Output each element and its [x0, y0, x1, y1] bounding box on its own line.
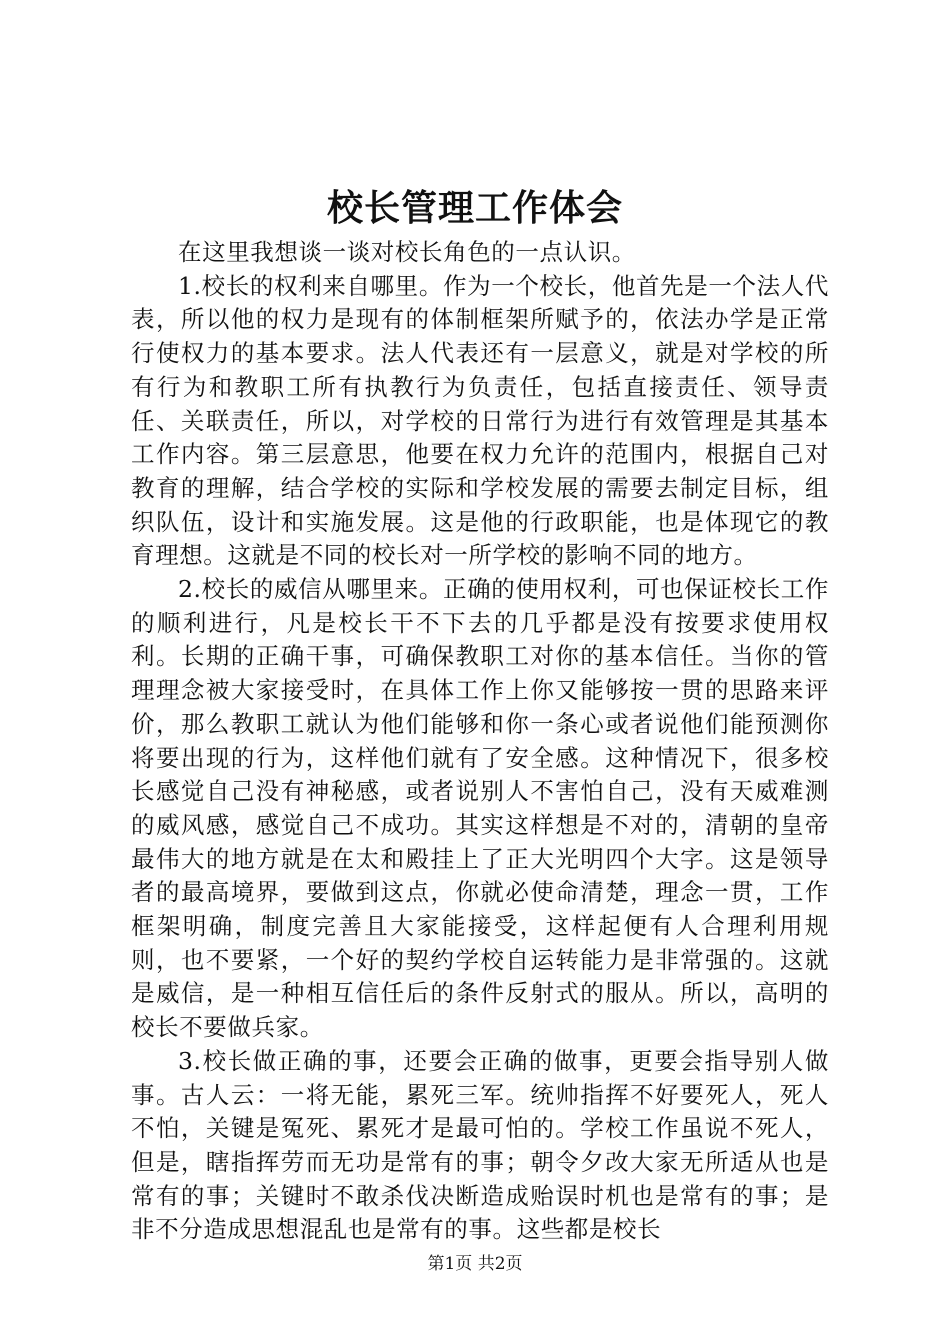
paragraph-2: 2.校长的威信从哪里来。正确的使用权利，可也保证校长工作的顺利进行，凡是校长干不下去的几乎都是没有按要求使用权利。长期的正确干事，可确保教职工对你的基本信任。当你的管理理念被大家接受时，在具体工作上你又能够按一贯的思路来评价，那么教职工就认为他们能够和你一条心或者说他们能预测你将要出现的行为，这样他们就有了安全感。这种情况下，很多校长感觉自己没有神秘感，或者说别人不害怕自己，没有天威难测的威风感，感觉自己不成功。其实这样想是不对的，清朝的皇帝最伟大的地方就是在太和殿挂上了正大光明四个大字。这是领导者的最高境界，要做到这点，你就必使命清楚，理念一贯，工作框架明确，制度完善且大家能接受，这样起便有人合理利用规则，也不要紧，一个好的契约学校自运转能力是非常强的。这就是威信，是一种相互信任后的条件反射式的服从。所以，高明的校长不要做兵家。: [131, 575, 829, 1042]
document-title: 校长管理工作体会: [326, 187, 623, 229]
paragraph-1: 1.校长的权利来自哪里。作为一个校长，他首先是一个法人代表，所以他的权力是现有的体制框架所赋予的，依法办学是正常行使权力的基本要求。法人代表还有一层意义，就是对学校的所有行为和教职工所有执教行为负责任，包括直接责任、领导责任、关联责任，所以，对学校的日常行为进行有效管理是其基本工作内容。第三层意思，他要在权力允许的范围内，根据自己对教育的理解，结合学校的实际和学校发展的需要去制定目标，组织队伍，设计和实施发展。这是他的行政职能，也是体现它的教育理想。这就是不同的校长对一所学校的影响不同的地方。: [131, 271, 829, 570]
paragraph-3: 3.校长做正确的事，还要会正确的做事，更要会指导别人做事。古人云：一将无能，累死三军。统帅指挥不好要死人，死人不怕，关键是冤死、累死才是最可怕的。学校工作虽说不死人，但是，瞎指挥劳而无功是常有的事；朝令夕改大家无所适从也是常有的事；关键时不敢杀伐决断造成贻误时机也是常有的事；是非不分造成思想混乱也是常有的事。这些都是校长: [131, 1046, 829, 1244]
page-number-footer: 第1页 共2页: [427, 1254, 523, 1274]
paragraph-intro: 在这里我想谈一谈对校长角色的一点认识。: [178, 238, 636, 266]
document-body: [131, 236, 829, 1247]
